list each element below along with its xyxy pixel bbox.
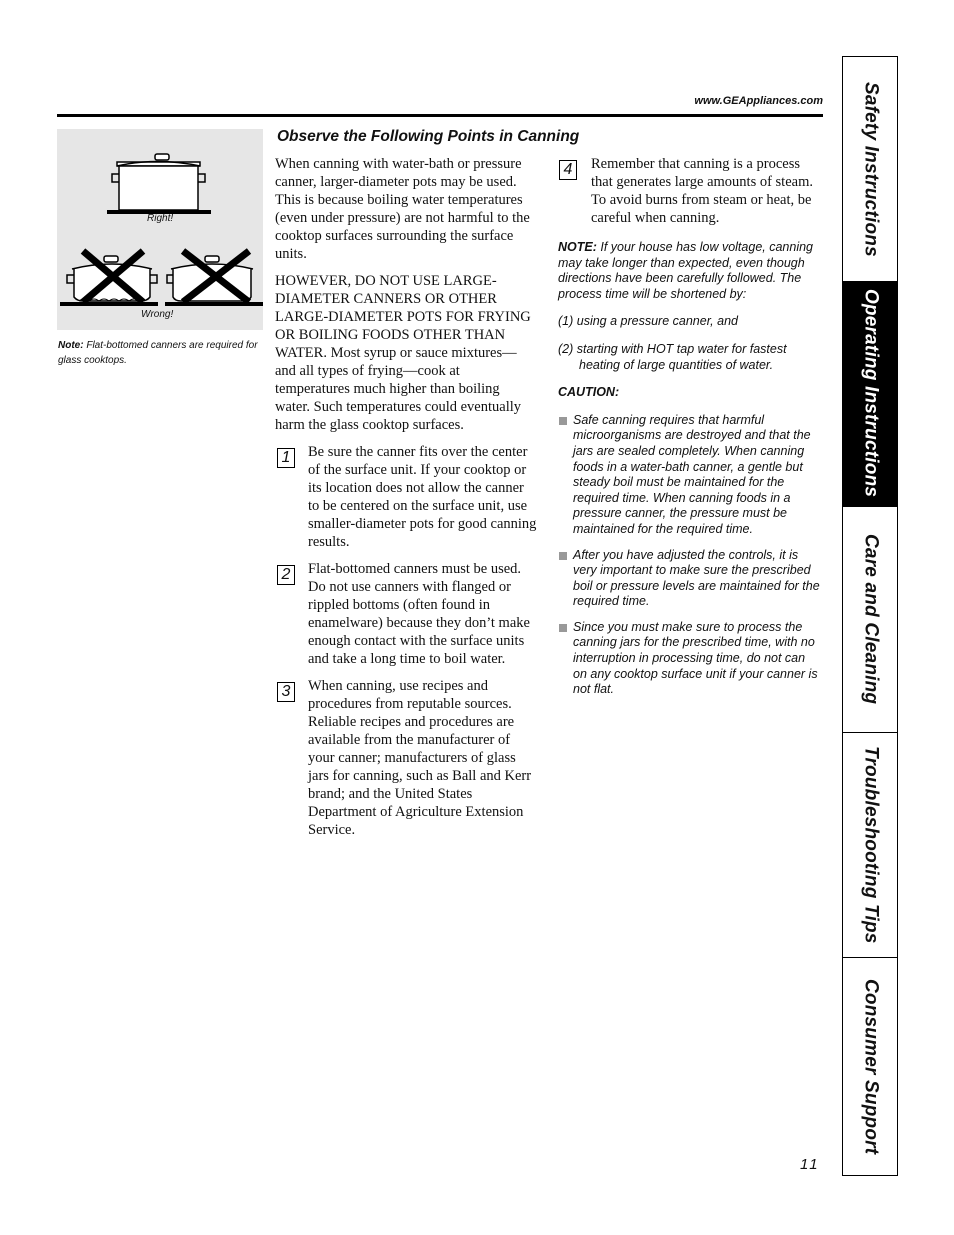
low-voltage-note [558,240,822,698]
canner-diagram [57,129,263,330]
rippled-canner-icon [165,251,263,306]
point-number: 1 [277,448,295,468]
point-number: 2 [277,565,295,585]
point-text: Remember that canning is a process that generates large amounts of steam. To avoid burns from steam or heat, be careful when canning. [591,156,813,226]
caution-text: Since you must make sure to process the canning jars for the prescribed time, with no interruption in processing time, do not can on any cooktop surface unit if your canner is not flat. [573,619,818,697]
section-tabs [842,56,898,1176]
section-heading: Observe the Following Points in Canning [277,128,580,145]
voltage-note-text: If your house has low voltage, canning may take longer than expected, even though directions have been carefully followed. The process time will be shortened by: [558,240,813,301]
right-label: Right! [147,213,174,224]
tab-troubleshooting-tips[interactable] [843,733,898,957]
main-column-left [275,155,537,848]
tab-label: Consumer Support [860,978,882,1155]
wrong-label: Wrong! [141,309,174,320]
square-bullet-icon [559,624,567,632]
header-rule [57,114,823,117]
website-url: www.GEAppliances.com [694,95,823,107]
note-label: Note: [58,340,84,351]
point-2 [275,560,537,668]
correct-canner-icon [107,154,211,214]
tab-consumer-support[interactable] [843,958,898,1175]
caution-label: CAUTION: [558,385,620,400]
point-text: Be sure the canner fits over the center of the surface unit. If your cooktop or its location does not allow the canner to be centered on the surface unit, use smaller-diameter pots for good canning results. [308,444,537,550]
tab-label: Safety Instructions [860,81,882,257]
note-text: Flat-bottomed canners are required for glass cooktops. [58,340,258,366]
option-1: (1) using a pressure canner, and [558,314,738,329]
figure-note [58,338,263,368]
caution-item [558,548,822,610]
point-number: 4 [559,160,577,180]
canner-illustration [57,129,263,330]
voltage-note-label: NOTE: [558,240,597,254]
tab-label: Troubleshooting Tips [860,746,882,944]
page-number: 11 [800,1156,820,1173]
tab-safety-instructions[interactable] [843,57,898,281]
caution-text: After you have adjusted the controls, it is very important to make sure the prescribed boil or pressure levels are maintained for the required time. [573,547,820,609]
caution-item [558,620,822,698]
point-3 [275,677,537,839]
tab-label: Operating Instructions [860,289,882,498]
point-1 [275,443,537,551]
main-column-right [558,155,822,708]
point-text: When canning, use recipes and procedures from reputable sources. Reliable recipes and procedures are available from the manufacturer of your canner; manufacturers of glass jars for canning, such as Ball and Kerr brand; and the United States Department of Agriculture Extension Service. [308,678,532,838]
caution-text: Safe canning requires that harmful microorganisms are destroyed and that the jars are sealed completely. When canning foods in a water-bath canner, a gentle but steady boil must be maintained for the required time. When canning foods in a pressure canner, the pressure must be maintained for the required time. [573,412,811,536]
point-number: 3 [277,682,295,702]
warning-paragraph: HOWEVER, DO NOT USE LARGE-DIAMETER CANNERS OR OTHER LARGE-DIAMETER POTS FOR FRYING OR BOILING FOODS OTHER THAN WATER. Most syrup or sauce mixtures—and all types of frying—cook at temperatures much higher than boiling water. Such temperatures could eventually harm the glass cooktop surfaces. [275,273,531,433]
tab-label: Care and Cleaning [860,534,882,705]
square-bullet-icon [559,552,567,560]
tab-care-and-cleaning[interactable] [843,507,898,732]
point-4 [558,155,822,227]
tab-operating-instructions[interactable] [843,281,898,506]
caution-item [558,413,822,538]
option-2: (2) starting with HOT tap water for fastest heating of large quantities of water. [558,341,787,372]
flanged-canner-icon [60,251,158,306]
square-bullet-icon [559,417,567,425]
point-text: Flat-bottomed canners must be used. Do not use canners with flanged or rippled bottoms (often found in enamelware) because they don’t make enough contact with the surface units and take a long time to boil water. [308,561,530,667]
intro-paragraph: When canning with water-bath or pressure canner, larger-diameter pots may be used. This is because boiling water temperatures (even under pressure) are not harmful to the cooktop surfaces surrounding the surface units. [275,156,530,262]
